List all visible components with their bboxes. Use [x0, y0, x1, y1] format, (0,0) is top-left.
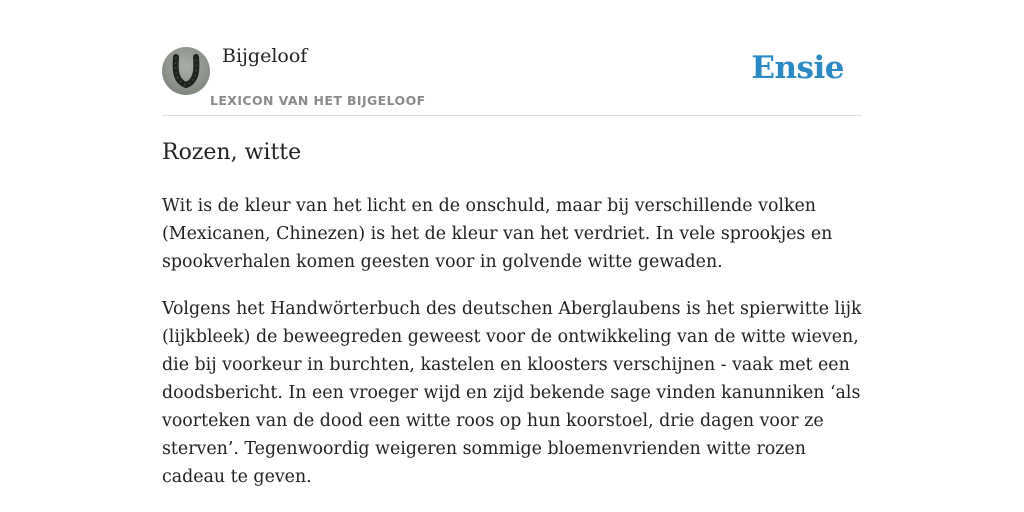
page [162, 0, 862, 512]
horseshoe-icon [162, 47, 210, 95]
entry-title: Rozen, witte [162, 140, 302, 165]
entry-body [162, 192, 868, 510]
book-subtitle: LEXICON VAN HET BIJGELOOF [210, 93, 426, 108]
paragraph: Wit is de kleur van het licht en de onschuld, maar bij verschillende volken (Mexicanen, Chinezen) is het de kleur van het verdriet. In vele sprookjes en spookverhalen komen geesten voor in golvende witte gewaden. [162, 196, 833, 272]
avatar[interactable] [162, 47, 210, 95]
book-title[interactable]: Bijgeloof [222, 45, 308, 67]
header [162, 0, 862, 116]
brand-logo[interactable]: Ensie [751, 50, 844, 86]
paragraph: Volgens het Handwörterbuch des deutschen Aberglaubens is het spierwitte lijk (lijkbleek) de beweegreden geweest voor de ontwikkeling van de witte wieven, die bij voorkeur in burchten, kastelen en kloosters verschijnen - vaak met een doodsbericht. In een vroeger wijd en zijd bekende sage vinden kanunniken ‘als voorteken van de dood een witte roos op hun koorstoel, drie dagen voor ze sterven’. Tegenwoordig weigeren sommige bloemenvrienden witte rozen cadeau te geven. [162, 299, 862, 487]
